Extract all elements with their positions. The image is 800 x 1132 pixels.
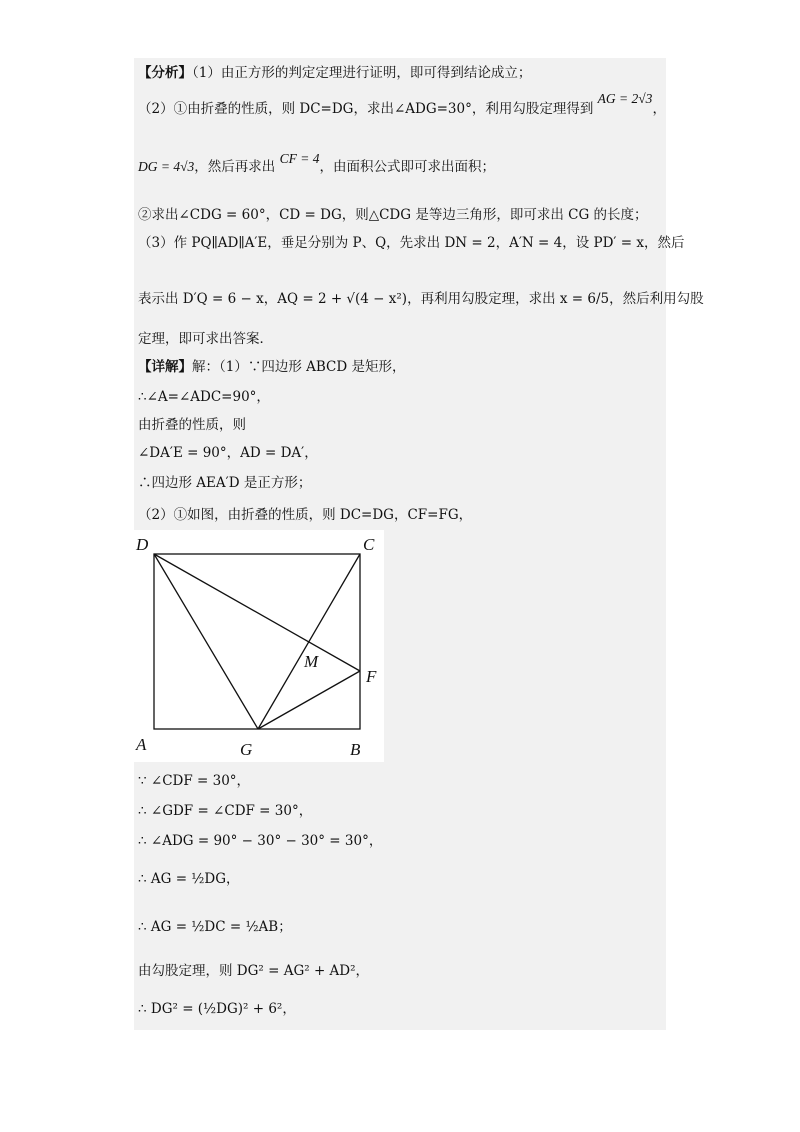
label-a: A (136, 735, 147, 754)
analysis-line-1 (138, 64, 531, 82)
analysis-math-dg: DG = 4√3 (138, 159, 195, 174)
analysis-label: 【分析】 (138, 65, 192, 81)
solution-line-6: （2）①如图，由折叠的性质，则 DC=DG，CF=FG， (138, 507, 473, 523)
step-3: ∴ ∠ADG = 90° − 30° − 30° = 30°， (138, 833, 383, 849)
label-g: G (240, 740, 253, 759)
solution-line-1 (138, 358, 406, 376)
solution-line-4: ∠DA′E = 90°，AD = DA′， (138, 445, 318, 461)
analysis-line-4: ②求出∠CDG = 60°，CD = DG，则△CDG 是等边三角形，即可求出 CG 的长度； (138, 207, 648, 223)
solution-line-3: 由折叠的性质，则 (138, 417, 246, 433)
analysis-text-2: （2）①由折叠的性质，则 DC=DG，求出∠ADG=30°，利用勾股定理得到 (138, 101, 594, 117)
step-6: 由勾股定理，则 DG² = AG² + AD²， (138, 963, 370, 979)
solution-line-2: ∴∠A=∠ADC=90°， (138, 389, 270, 405)
geometry-figure (134, 530, 384, 762)
solution-label: 【详解】 (138, 359, 192, 375)
step-1: ∵ ∠CDF = 30°， (138, 773, 251, 789)
analysis-math-cf: CF = 4 (279, 151, 320, 166)
analysis-line-2: （2）①由折叠的性质，则 DC=DG，求出∠ADG=30°，利用勾股定理得到 AG = 2√3， (138, 91, 666, 117)
step-7: ∴ DG² = (½DG)² + 6²， (138, 1001, 296, 1017)
solution-text-1: 解：（1）∵四边形 ABCD 是矩形， (192, 359, 406, 375)
label-d: D (136, 535, 149, 554)
solution-line-5: ∴四边形 AEA′D 是正方形； (138, 475, 312, 491)
label-f: F (366, 667, 377, 686)
step-2: ∴ ∠GDF = ∠CDF = 30°， (138, 803, 313, 819)
analysis-line-3 (138, 151, 495, 176)
analysis-text-3a: ，然后再求出 (194, 159, 276, 175)
analysis-text-1: （1）由正方形的判定定理进行证明，即可得到结论成立； (192, 65, 532, 81)
analysis-text-3b: ，由面积公式即可求出面积； (319, 159, 495, 175)
label-b: B (350, 740, 361, 759)
analysis-line-7: 定理，即可求出答案． (138, 331, 273, 347)
analysis-line-5: （3）作 PQ∥AD∥A′E，垂足分别为 P、Q，先求出 DN = 2，A′N = 4，设 PD′ = x，然后 (138, 235, 685, 251)
analysis-line-6: 表示出 D′Q = 6 − x，AQ = 2 + √(4 − x²)，再利用勾股定理，求出 x = 6/5，然后利用勾股 (138, 291, 704, 307)
label-m: M (304, 652, 319, 671)
analysis-math-ag: AG = 2√3 (597, 91, 653, 106)
step-4: ∴ AG = ½DG， (138, 871, 240, 887)
label-c: C (363, 535, 375, 554)
step-5: ∴ AG = ½DC = ½AB； (138, 919, 292, 935)
